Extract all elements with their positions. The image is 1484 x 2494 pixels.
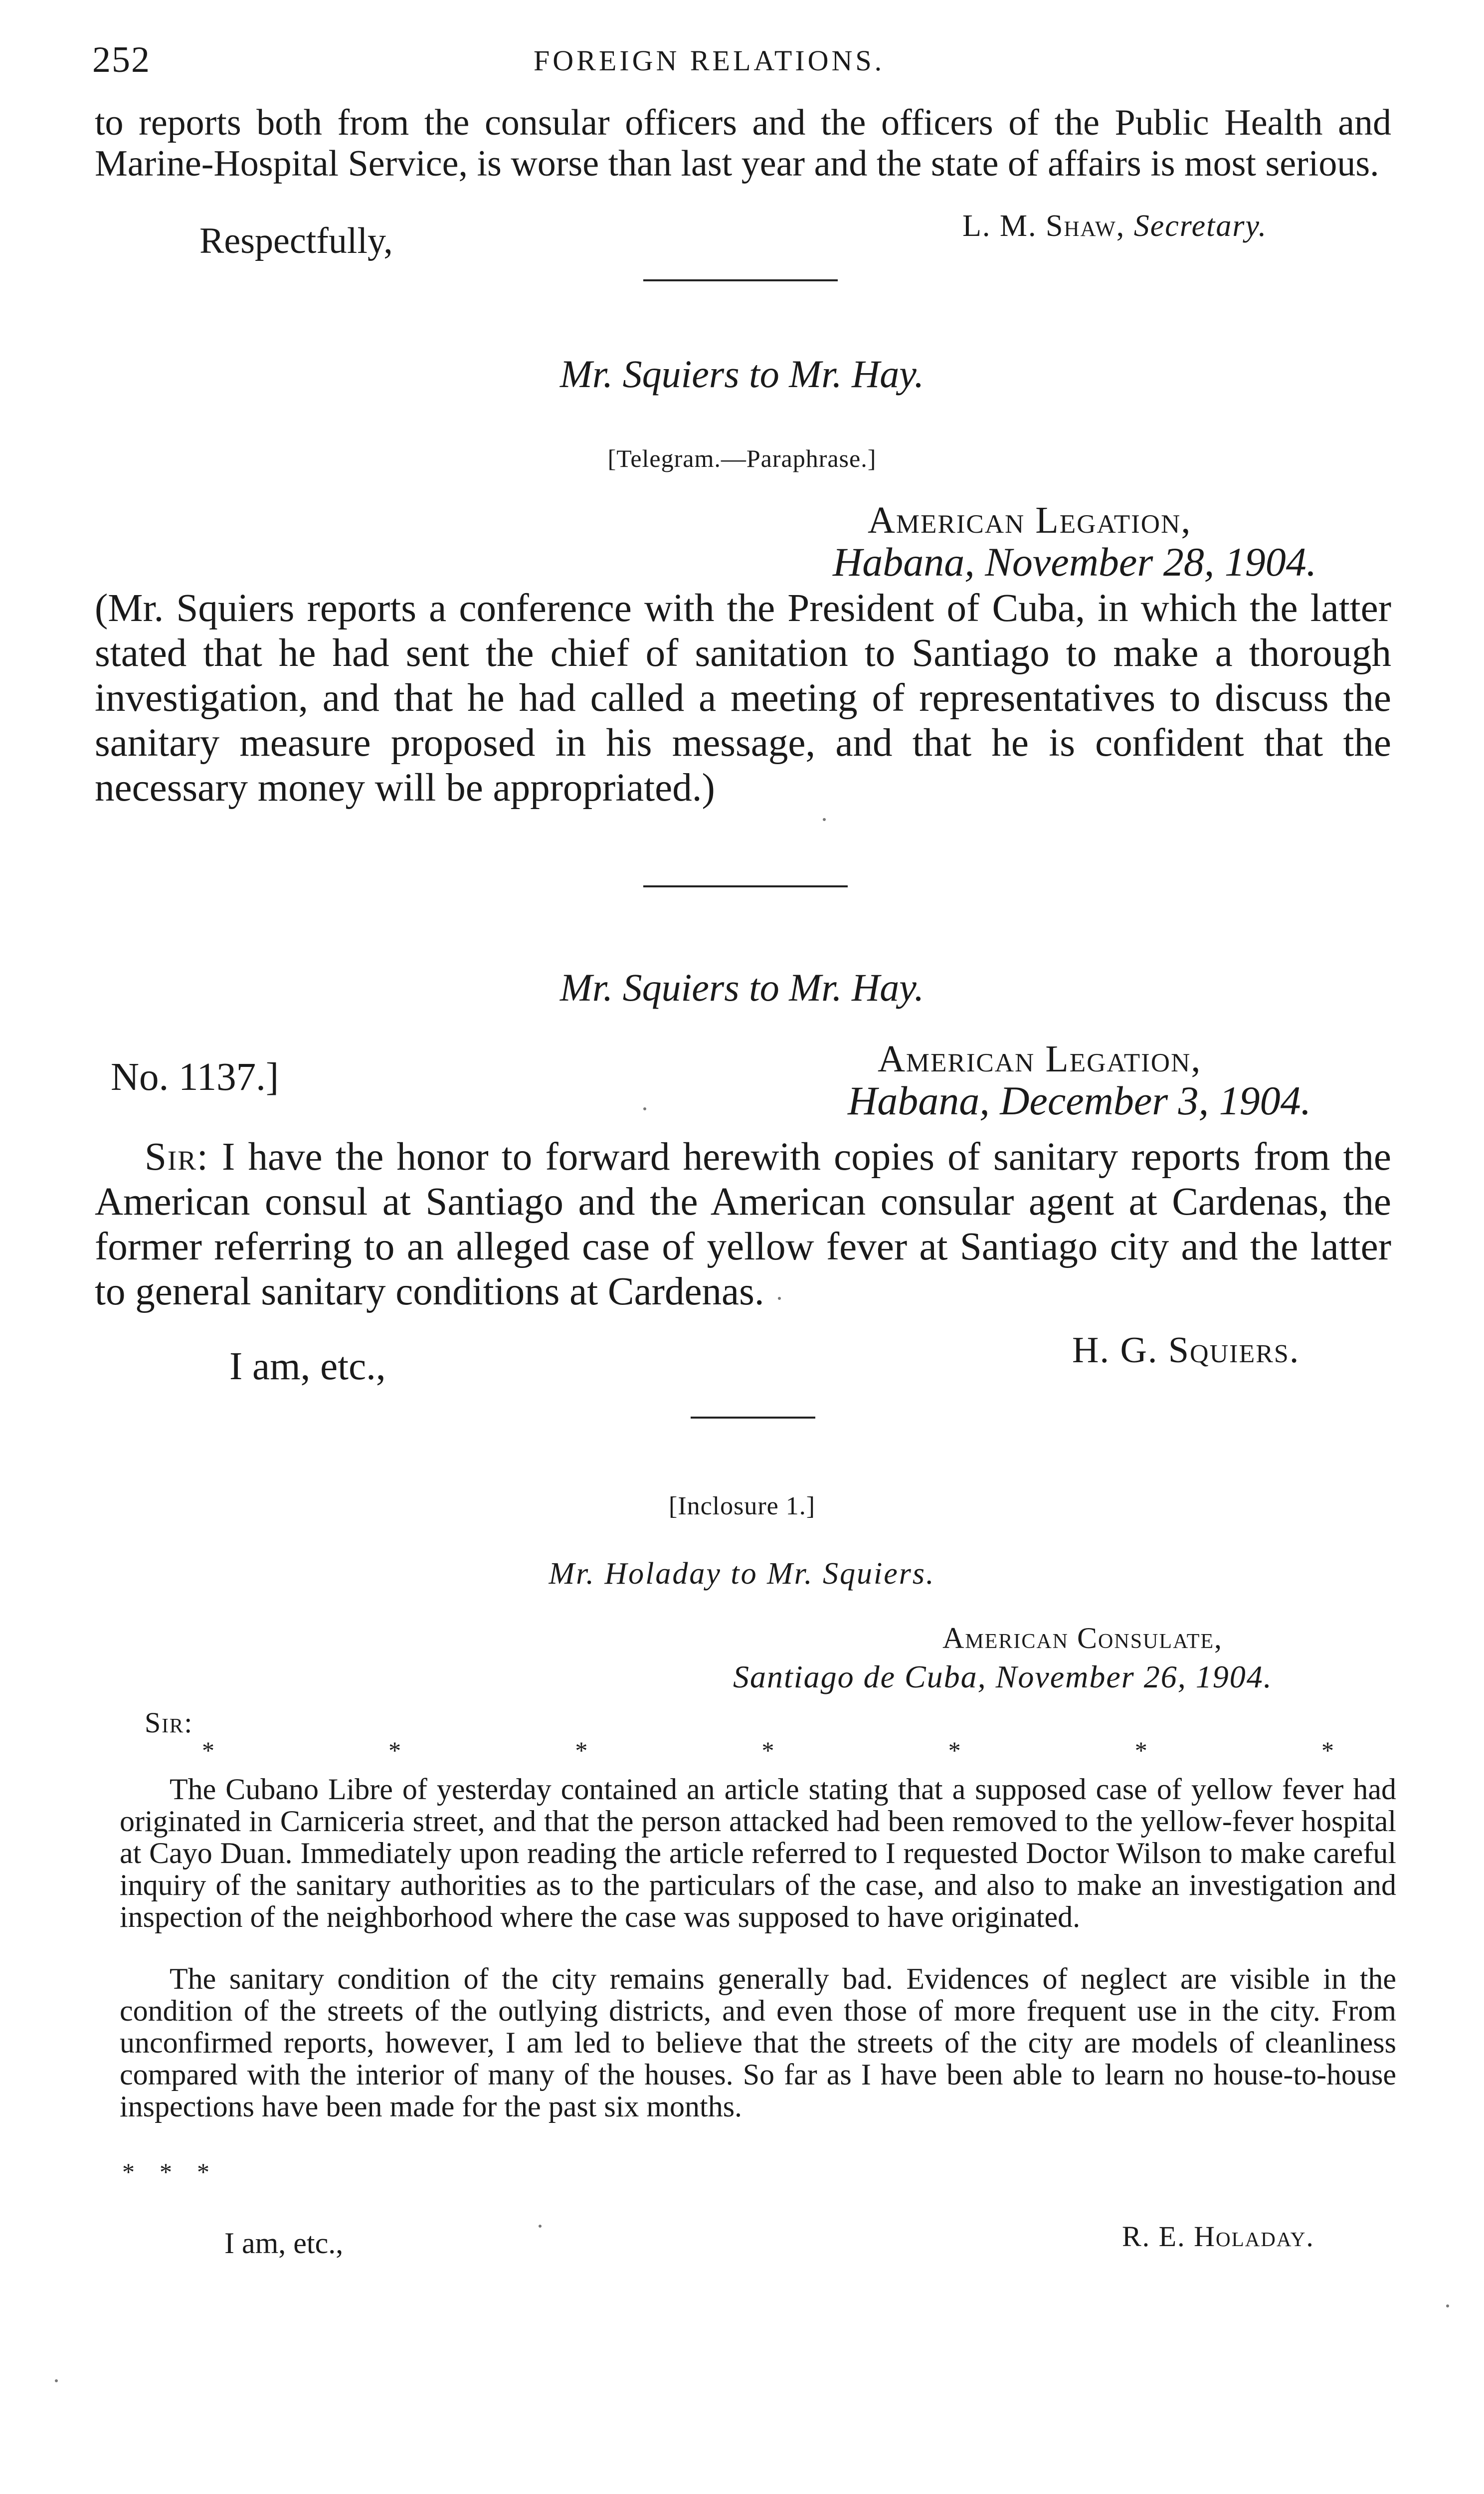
telegram-place-date: Habana, November 28, 1904. xyxy=(833,539,1317,585)
letter-heading: Mr. Squiers to Mr. Hay. xyxy=(559,966,925,1009)
shaw-letter-text: to reports both from the consular officers and the officers of the Public Health and Marine-Hospital Service, is worse than last year and the state of affairs is most serious. xyxy=(95,102,1391,184)
star: * xyxy=(388,1736,401,1764)
print-speck xyxy=(1446,2304,1449,2307)
inclosure-signature: R. E. Holaday. xyxy=(1122,2220,1314,2253)
section-rule xyxy=(643,885,848,887)
star: * xyxy=(761,1736,774,1764)
inclosure-closing: I am, etc., xyxy=(224,2227,344,2260)
star: * xyxy=(948,1736,961,1764)
inclosure-paragraph-1: The Cubano Libre of yesterday contained an article stating that a supposed case of yellow fever had originated in Carniceria street, and that the person attacked had been removed to the yellow-fever hospital at Cayo Duan. Immediately upon reading the article referred to I requested Doctor Wilson to make careful inquiry of the sanitary authorities as to the particulars of the case, and also to make an investigation and inspection of the neighborhood where the case was supposed to have originated. xyxy=(120,1773,1396,1933)
letter-closing: I am, etc., xyxy=(229,1345,386,1388)
section-rule xyxy=(691,1417,815,1419)
inclosure-label: [Inclosure 1.] xyxy=(668,1492,816,1520)
letter-body-text: I have the honor to forward herewith copies of sanitary reports from the American consul at Santiago and the American consular agent at Cardenas, the former referring to an alleged case of yellow fever at Santiago city and the latter to general sanitary conditions at Cardenas. xyxy=(95,1135,1391,1313)
letter-salutation: Sir: xyxy=(145,1135,209,1179)
shaw-signature xyxy=(962,208,1267,244)
ellipsis-stars xyxy=(202,1736,1334,1765)
telegram-body: (Mr. Squiers reports a conference with the President of Cuba, in which the latter stated that he had sent the chief of sanitation to Santiago to make a thorough investigation, and that he had called a meeting of representatives to discuss the sanitary measure proposed in his message, and that he is confident that the necessary money will be appropriated.) xyxy=(95,587,1391,810)
print-speck xyxy=(643,1107,646,1110)
shaw-closing: Respectfully, xyxy=(199,220,393,261)
star: * xyxy=(1134,1736,1147,1764)
telegram-legation: American Legation, xyxy=(868,499,1192,541)
letter-signature: H. G. Squiers. xyxy=(1072,1330,1300,1371)
letter-place-date: Habana, December 3, 1904. xyxy=(848,1078,1311,1123)
inclosure-place-date: Santiago de Cuba, November 26, 1904. xyxy=(733,1659,1273,1694)
shaw-signature-title: Secretary. xyxy=(1133,209,1268,243)
inclosure-paragraph-2: The sanitary condition of the city remains generally bad. Evidences of neglect are visible in the condition of the streets of the outlying districts, and even those of more frequent use in the city. From unconfirmed reports, however, I am led to believe that the streets of the city are models of cleanliness compared with the interior of many of the houses. So far as I have been able to learn no house-to-house inspections have been made for the past six months. xyxy=(120,1962,1396,2123)
star: * xyxy=(1321,1736,1334,1764)
telegram-heading: Mr. Squiers to Mr. Hay. xyxy=(559,352,925,396)
telegram-subheading: [Telegram.—Paraphrase.] xyxy=(607,444,877,472)
letter-number: No. 1137.] xyxy=(111,1055,279,1099)
shaw-signature-name: L. M. Shaw, xyxy=(962,209,1125,243)
print-speck xyxy=(823,818,826,821)
running-head: FOREIGN RELATIONS. xyxy=(534,44,885,77)
star: * xyxy=(575,1736,588,1764)
end-stars: * * * xyxy=(122,2158,209,2186)
print-speck xyxy=(778,1297,781,1300)
inclosure-consulate: American Consulate, xyxy=(942,1622,1223,1655)
letter-legation: American Legation, xyxy=(878,1038,1202,1080)
star: * xyxy=(202,1736,214,1764)
page-number: 252 xyxy=(92,39,151,80)
inclosure-salutation: Sir: xyxy=(145,1706,193,1739)
inclosure-heading: Mr. Holaday to Mr. Squiers. xyxy=(549,1557,935,1591)
print-speck xyxy=(539,2225,542,2228)
section-rule xyxy=(643,279,838,281)
letter-body xyxy=(95,1135,1391,1314)
print-speck xyxy=(55,2379,58,2382)
